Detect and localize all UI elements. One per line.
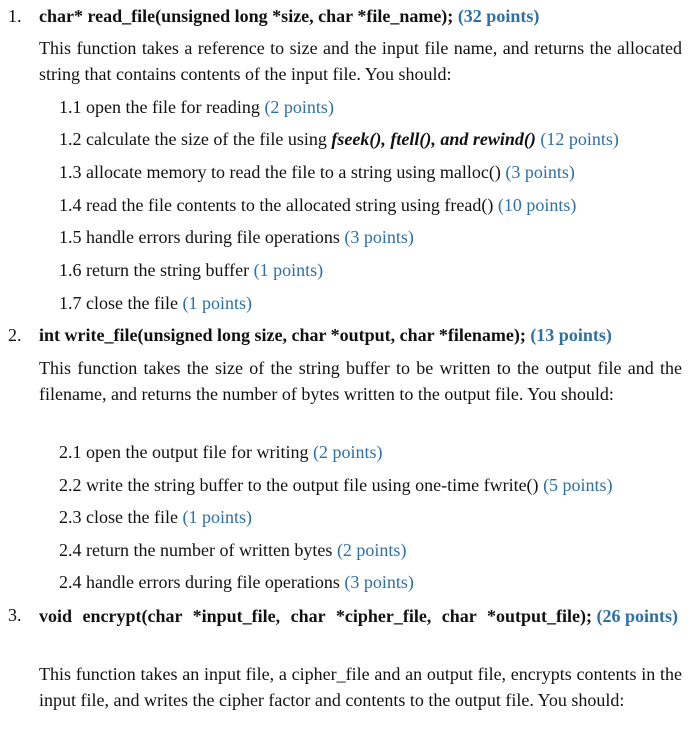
points-label: (26 points) — [596, 606, 678, 626]
signature-text: char* read_file(unsigned long *size, char *file_name); — [39, 6, 454, 26]
function-description: This function takes an input file, a cipher_file and an output file, encrypts contents in the input file, and writes the cipher factor and contents to the output file. You should: — [39, 664, 682, 710]
signature-text: int write_file(unsigned long size, char *output, char *filename); — [39, 325, 526, 345]
step-item: 2.4 return the number of written bytes (2 points) — [59, 540, 407, 560]
function-signature — [39, 324, 612, 346]
step-item: 2.4 handle errors during file operations (3 points) — [59, 572, 414, 592]
item-number: 3. — [8, 605, 22, 625]
signature-text: void encrypt(char *input_file, char *cipher_file, char *output_file); — [39, 606, 592, 626]
function-signature — [39, 5, 539, 27]
step-item: 2.2 write the string buffer to the output file using one-time fwrite() (5 points) — [59, 475, 613, 495]
step-item: 1.1 open the file for reading (2 points) — [59, 97, 334, 117]
step-item: 1.5 handle errors during file operations (3 points) — [59, 227, 414, 247]
step-item: 2.1 open the output file for writing (2 points) — [59, 442, 383, 462]
item-number: 2. — [8, 325, 22, 345]
points-label: (13 points) — [530, 325, 612, 345]
function-description: This function takes the size of the string buffer to be written to the output file and the filename, and returns the number of bytes written to the output file. You should: — [39, 358, 682, 404]
points-label: (32 points) — [457, 6, 540, 26]
function-signature — [39, 603, 682, 629]
step-item: 1.2 calculate the size of the file using fseek(), ftell(), and rewind() (12 points) — [59, 129, 619, 149]
step-item: 1.7 close the file (1 points) — [59, 293, 252, 313]
step-item: 2.3 close the file (1 points) — [59, 507, 252, 527]
step-item: 1.4 read the file contents to the allocated string using fread() (10 points) — [59, 195, 577, 215]
step-item: 1.3 allocate memory to read the file to a string using malloc() (3 points) — [59, 162, 575, 182]
item-number: 1. — [8, 6, 22, 26]
function-description: This function takes a reference to size and the input file name, and returns the allocated string that contains contents of the input file. You should: — [39, 38, 682, 84]
step-item: 1.6 return the string buffer (1 points) — [59, 260, 324, 280]
